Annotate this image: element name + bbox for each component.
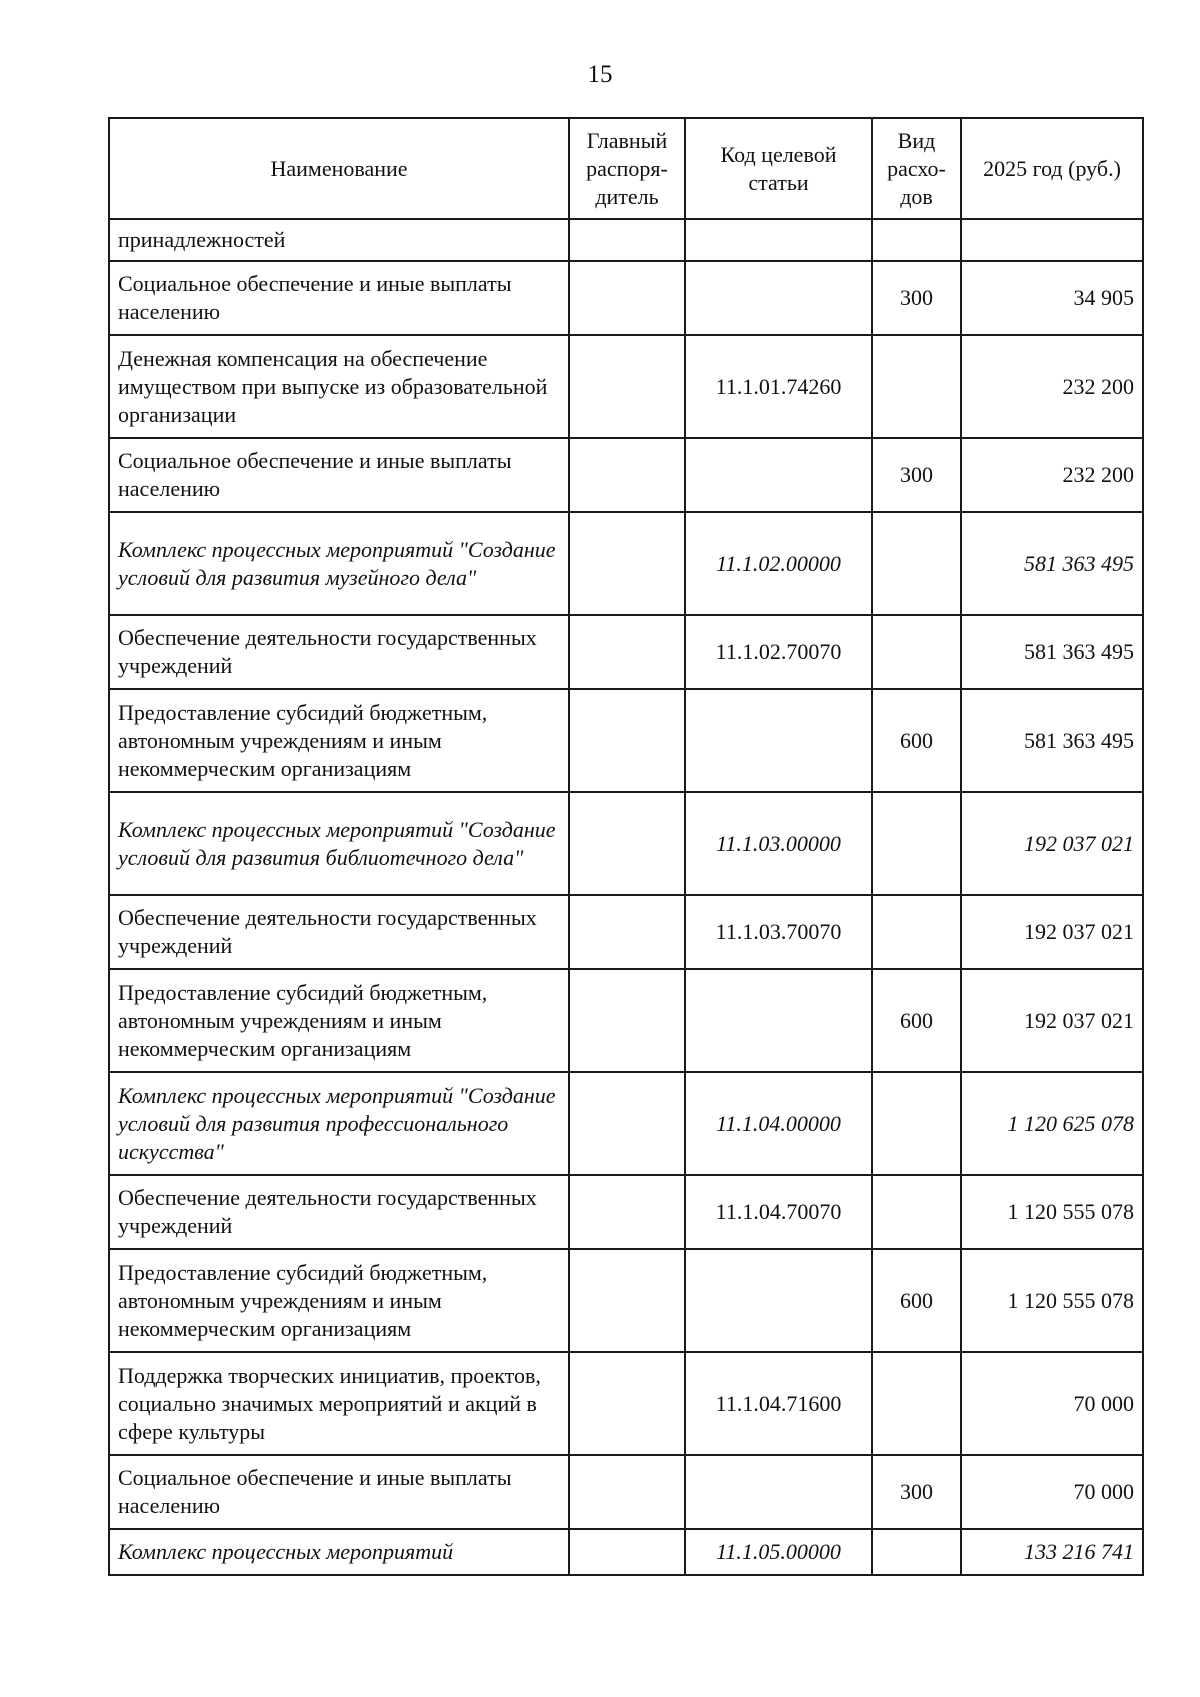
row-code	[685, 438, 872, 512]
table-row	[109, 1249, 1143, 1352]
table-row	[109, 895, 1143, 969]
row-amount: 1 120 555 078	[961, 1175, 1143, 1249]
header-amount-2025: 2025 год (руб.)	[961, 118, 1143, 219]
header-expense-type: Вид расхо-дов	[872, 118, 961, 219]
row-code: 11.1.04.00000	[685, 1072, 872, 1175]
row-main-administrator	[569, 1455, 685, 1529]
page-number: 15	[587, 61, 613, 88]
row-name: принадлежностей	[109, 219, 569, 261]
row-name: Социальное обеспечение и иные выплаты населению	[109, 438, 569, 512]
row-name: Комплекс процессных мероприятий "Создание условий для развития музейного дела"	[109, 512, 569, 615]
row-main-administrator	[569, 792, 685, 895]
row-name: Предоставление субсидий бюджетным, автономным учреждениям и иным некоммерческим организациям	[109, 689, 569, 792]
header-main-administrator: Главный распоря-дитель	[569, 118, 685, 219]
row-name: Социальное обеспечение и иные выплаты населению	[109, 1455, 569, 1529]
row-main-administrator	[569, 895, 685, 969]
row-amount	[961, 219, 1143, 261]
row-code	[685, 969, 872, 1072]
row-name: Предоставление субсидий бюджетным, автономным учреждениям и иным некоммерческим организациям	[109, 1249, 569, 1352]
row-name: Обеспечение деятельности государственных учреждений	[109, 615, 569, 689]
row-main-administrator	[569, 1352, 685, 1455]
row-expense-type: 600	[872, 969, 961, 1072]
row-amount: 581 363 495	[961, 689, 1143, 792]
row-main-administrator	[569, 1529, 685, 1575]
row-code: 11.1.03.00000	[685, 792, 872, 895]
row-main-administrator	[569, 438, 685, 512]
row-amount: 192 037 021	[961, 895, 1143, 969]
row-expense-type: 300	[872, 261, 961, 335]
table-row	[109, 1072, 1143, 1175]
table-row	[109, 792, 1143, 895]
header-name: Наименование	[109, 118, 569, 219]
row-amount: 192 037 021	[961, 969, 1143, 1072]
table-row	[109, 1352, 1143, 1455]
table-row	[109, 1529, 1143, 1575]
row-amount: 581 363 495	[961, 512, 1143, 615]
row-main-administrator	[569, 512, 685, 615]
row-expense-type	[872, 1175, 961, 1249]
table-header-row	[109, 118, 1143, 219]
row-code: 11.1.02.70070	[685, 615, 872, 689]
row-expense-type	[872, 615, 961, 689]
row-code	[685, 219, 872, 261]
row-expense-type	[872, 895, 961, 969]
row-main-administrator	[569, 335, 685, 438]
row-name: Социальное обеспечение и иные выплаты населению	[109, 261, 569, 335]
row-code: 11.1.03.70070	[685, 895, 872, 969]
row-name: Комплекс процессных мероприятий "Создание условий для развития библиотечного дела"	[109, 792, 569, 895]
row-expense-type: 600	[872, 1249, 961, 1352]
table-row	[109, 689, 1143, 792]
row-name: Обеспечение деятельности государственных учреждений	[109, 895, 569, 969]
row-amount: 581 363 495	[961, 615, 1143, 689]
row-code	[685, 261, 872, 335]
row-main-administrator	[569, 1249, 685, 1352]
row-main-administrator	[569, 969, 685, 1072]
row-main-administrator	[569, 689, 685, 792]
row-code: 11.1.01.74260	[685, 335, 872, 438]
row-name: Денежная компенсация на обеспечение имуществом при выпуске из образовательной организации	[109, 335, 569, 438]
row-amount: 192 037 021	[961, 792, 1143, 895]
row-main-administrator	[569, 1175, 685, 1249]
row-expense-type: 600	[872, 689, 961, 792]
row-code	[685, 1455, 872, 1529]
header-target-article-code: Код целевой статьи	[685, 118, 872, 219]
row-main-administrator	[569, 1072, 685, 1175]
table-row	[109, 219, 1143, 261]
row-code: 11.1.04.70070	[685, 1175, 872, 1249]
row-name: Поддержка творческих инициатив, проектов, социально значимых мероприятий и акций в сфере культуры	[109, 1352, 569, 1455]
row-code: 11.1.04.71600	[685, 1352, 872, 1455]
table-row	[109, 1455, 1143, 1529]
row-amount: 34 905	[961, 261, 1143, 335]
row-code	[685, 1249, 872, 1352]
row-name: Обеспечение деятельности государственных учреждений	[109, 1175, 569, 1249]
row-main-administrator	[569, 219, 685, 261]
table-row	[109, 512, 1143, 615]
table-row	[109, 335, 1143, 438]
row-code: 11.1.02.00000	[685, 512, 872, 615]
row-main-administrator	[569, 261, 685, 335]
row-expense-type	[872, 512, 961, 615]
row-amount: 232 200	[961, 335, 1143, 438]
row-amount: 70 000	[961, 1455, 1143, 1529]
row-code	[685, 689, 872, 792]
row-amount: 1 120 625 078	[961, 1072, 1143, 1175]
row-amount: 1 120 555 078	[961, 1249, 1143, 1352]
row-expense-type: 300	[872, 1455, 961, 1529]
row-expense-type	[872, 335, 961, 438]
row-name: Комплекс процессных мероприятий "Создание условий для развития профессионального искусства"	[109, 1072, 569, 1175]
table-row	[109, 438, 1143, 512]
row-name: Комплекс процессных мероприятий	[109, 1529, 569, 1575]
row-main-administrator	[569, 615, 685, 689]
table-row	[109, 615, 1143, 689]
row-code: 11.1.05.00000	[685, 1529, 872, 1575]
row-expense-type	[872, 1352, 961, 1455]
row-amount: 70 000	[961, 1352, 1143, 1455]
row-name: Предоставление субсидий бюджетным, автономным учреждениям и иным некоммерческим организациям	[109, 969, 569, 1072]
row-amount: 133 216 741	[961, 1529, 1143, 1575]
table-row	[109, 969, 1143, 1072]
row-amount: 232 200	[961, 438, 1143, 512]
table-row	[109, 1175, 1143, 1249]
row-expense-type	[872, 219, 961, 261]
row-expense-type	[872, 1072, 961, 1175]
budget-table	[108, 117, 1144, 1576]
row-expense-type	[872, 1529, 961, 1575]
row-expense-type: 300	[872, 438, 961, 512]
row-expense-type	[872, 792, 961, 895]
table-row	[109, 261, 1143, 335]
